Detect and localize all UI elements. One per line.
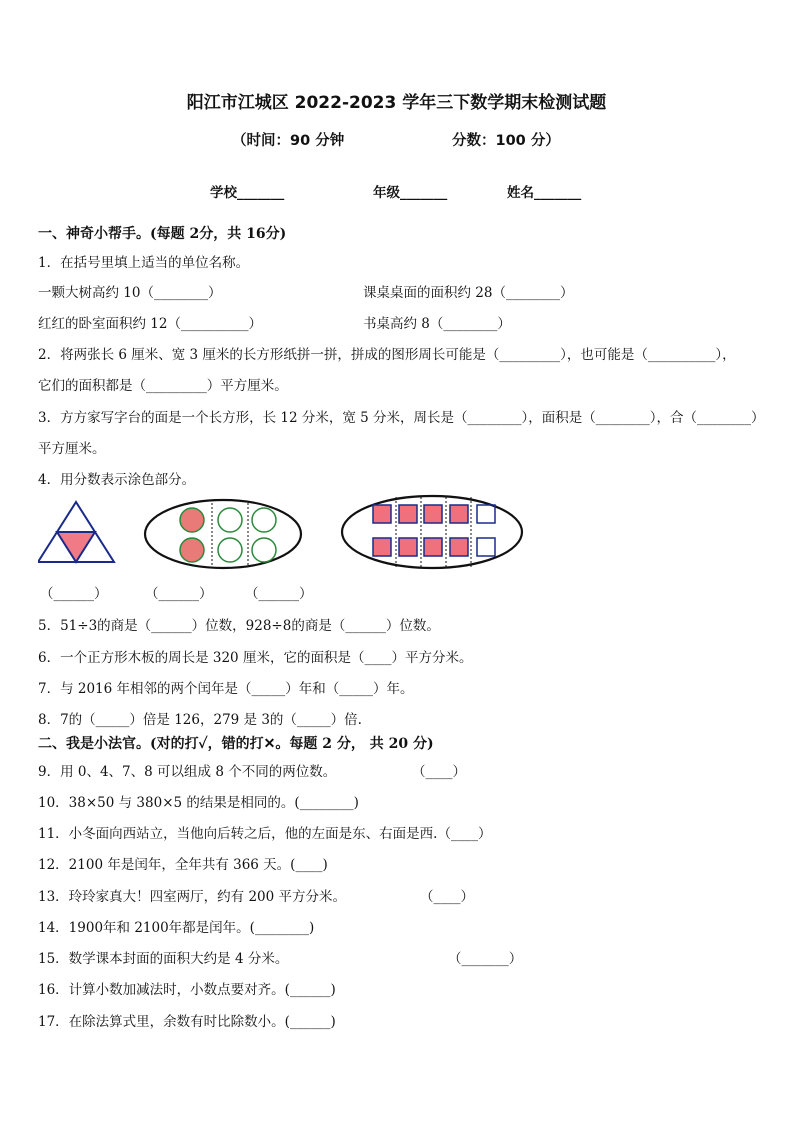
exam-score: 分数：100 分） xyxy=(452,133,560,149)
question-1b: 课桌桌面的面积约 28（________） xyxy=(363,285,574,301)
question-4: 4．用分数表示涂色部分。 xyxy=(38,472,196,488)
question-12: 12．2100 年是闰年，全年共有 366 天。(____) xyxy=(38,857,328,873)
question-11: 11．小冬面向西站立，当他向后转之后，他的左面是东、右面是西.（____） xyxy=(38,826,492,842)
question-10: 10．38×50 与 380×5 的结果是相同的。(________) xyxy=(38,795,359,811)
school-field[interactable]: 学校_______ xyxy=(210,185,285,201)
grade-field[interactable]: 年级_______ xyxy=(373,185,448,201)
circles-figure xyxy=(142,497,304,571)
section-2-heading: 二、我是小法官。(对的打✓，错的打✕。每题 2 分， 共 20 分) xyxy=(38,736,434,752)
question-6: 6．一个正方形木板的周长是 320 厘米，它的面积是（____）平方分米。 xyxy=(38,650,473,666)
question-1a: 一颗大树高约 10（________） xyxy=(38,285,222,301)
question-17: 17．在除法算式里，余数有时比除数小。(______) xyxy=(38,1014,336,1030)
q4-blank-3[interactable]: （______） xyxy=(245,586,313,602)
question-16: 16．计算小数加减法时，小数点要对齐。(______) xyxy=(38,982,336,998)
question-3-line-2: 平方厘米。 xyxy=(38,441,106,457)
question-7: 7．与 2016 年相邻的两个闰年是（_____）年和（_____）年。 xyxy=(38,681,414,697)
question-13-blank[interactable]: （____） xyxy=(420,889,474,905)
question-3-line-1: 3．方方家写字台的面是一个长方形，长 12 分米，宽 5 分米，周长是（________），面积是（________），合（________） xyxy=(38,410,765,426)
name-field[interactable]: 姓名_______ xyxy=(507,185,582,201)
question-5: 5．51÷3的商是（______）位数，928÷8的商是（______）位数。 xyxy=(38,618,440,634)
q4-blank-1[interactable]: （______） xyxy=(40,586,108,602)
section-1-heading: 一、神奇小帮手。(每题 2分，共 16分) xyxy=(38,226,287,242)
question-2-line-2: 它们的面积都是（_________）平方厘米。 xyxy=(38,378,288,394)
triangle-figure xyxy=(38,497,118,567)
question-1: 1．在括号里填上适当的单位名称。 xyxy=(38,255,250,271)
question-2-line-1: 2．将两张长 6 厘米、宽 3 厘米的长方形纸拼一拼，拼成的图形周长可能是（_________），也可能是（__________）， xyxy=(38,347,736,363)
question-13: 13．玲玲家真大！四室两厅，约有 200 平方分米。 xyxy=(38,889,347,905)
question-8: 8．7的（_____）倍是 126，279 是 3的（_____）倍. xyxy=(38,712,362,728)
squares-figure xyxy=(340,493,526,571)
q4-blank-2[interactable]: （______） xyxy=(145,586,213,602)
question-9: 9．用 0、4、7、8 可以组成 8 个不同的两位数。 xyxy=(38,764,337,780)
question-15: 15．数学课本封面的面积大约是 4 分米。 xyxy=(38,951,289,967)
page-title: 阳江市江城区 2022-2023 学年三下数学期末检测试题 xyxy=(186,93,607,113)
question-1d: 书桌高约 8（________） xyxy=(363,316,511,332)
question-15-blank[interactable]: （_______） xyxy=(448,951,523,967)
question-14: 14．1900年和 2100年都是闰年。(________) xyxy=(38,920,315,936)
question-1c: 红红的卧室面积约 12（__________） xyxy=(38,316,262,332)
exam-time: （时间：90 分钟 xyxy=(232,133,345,149)
question-9-blank[interactable]: （____） xyxy=(412,764,466,780)
